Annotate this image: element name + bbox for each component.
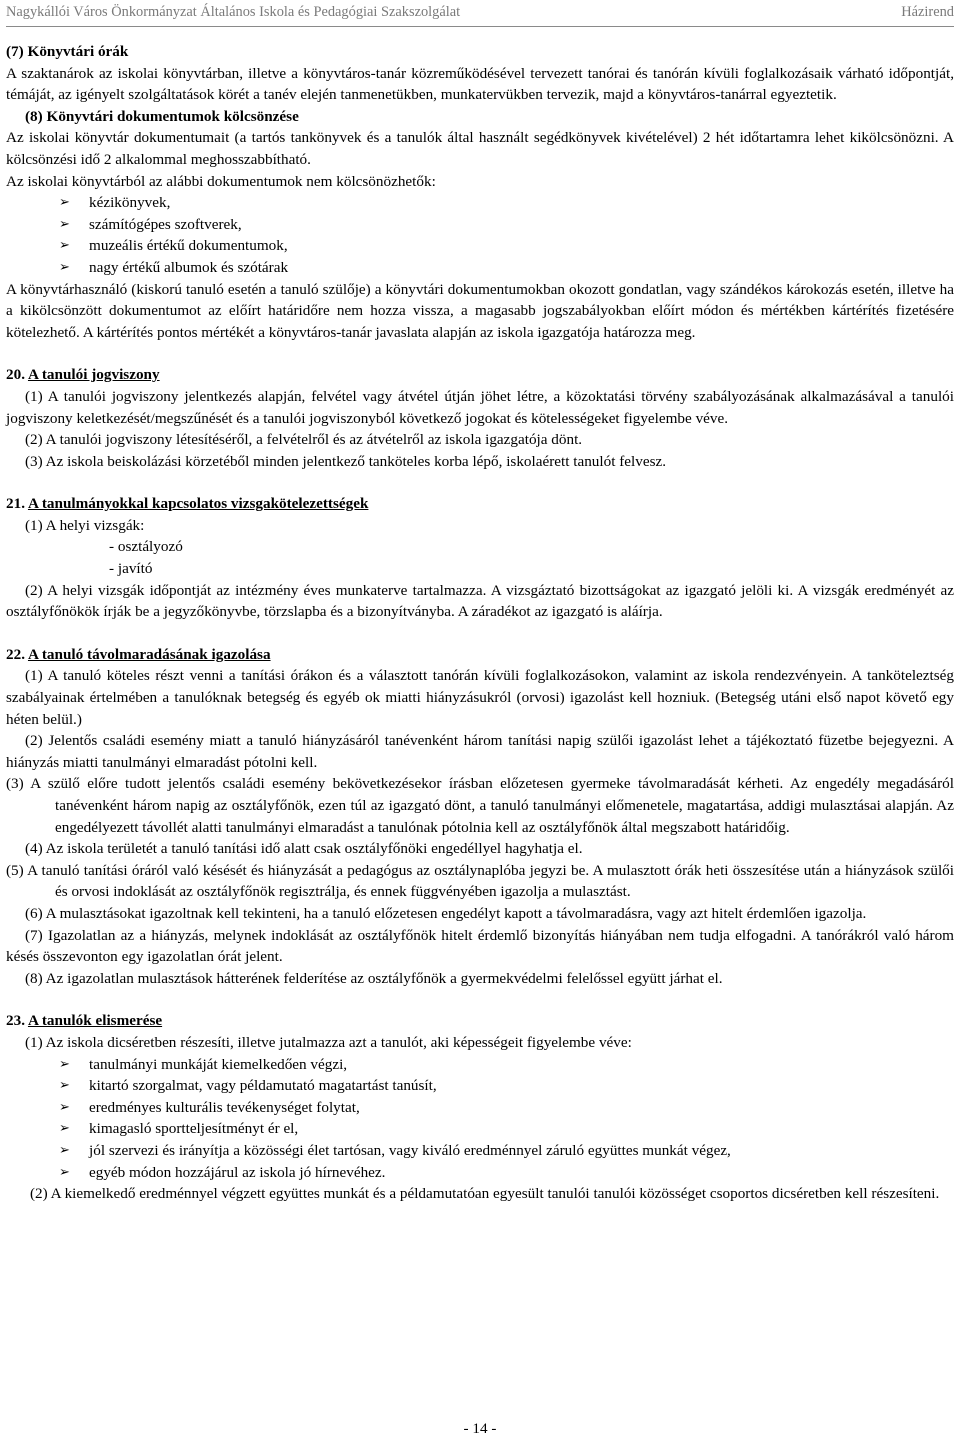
- section-8-title: (8) Könyvtári dokumentumok kölcsönzése: [25, 107, 299, 125]
- section-7-text: A szaktanárok az iskolai könyvtárban, illetve a könyvtáros-tanár közreműködésével tervezett tanórai és tanórán kívüli foglalkozásaik várható időpontját, témáját, az igényelt szolgáltatások körét a tanév elején tanmenetükben, munkatervükben tervezik, majd a könyvtáros-tanárral egyeztetik.: [6, 64, 954, 104]
- list-item: ➢ jól szervezi és irányítja a közösségi élet tartósan, vagy kiváló eredménnyel záruló együttes munkát végez,: [6, 1140, 954, 1162]
- section-8-list-intro: Az iskolai könyvtárból az alábbi dokumentumok nem kölcsönözhetők:: [6, 172, 436, 190]
- list-item: ➢ muzeális értékű dokumentumok,: [6, 235, 954, 257]
- exam-type-javito: - javító: [109, 560, 153, 578]
- section-22-p7: (7) Igazolatlan az a hiányzás, melynek indoklását az osztályfőnök hitelt érdemlő bizonyítás hiányában nem tudja elfogadni. A tanórákról való három késés összevonton egy igazolatlan órát jelent.: [6, 926, 954, 966]
- section-8-list: [6, 192, 954, 278]
- section-number: 20.: [6, 366, 25, 384]
- section-22-p2: (2) Jelentős családi esemény miatt a tanuló hiányzásáról tanévenként három tanítási napig szülői igazolást lehet a tájékoztató füzetbe bejegyezni. A hiányzás miatti tanulmányi elmaradást pótolni kell.: [6, 732, 954, 771]
- section-title: A tanuló távolmaradásának igazolása: [27, 645, 271, 663]
- section-23-p1: (1) Az iskola dicséretben részesíti, illetve jutalmazza azt a tanulót, aki képességeit figyelembe véve:: [25, 1033, 632, 1051]
- list-item: ➢ eredményes kulturális tevékenységet folytat,: [6, 1097, 954, 1119]
- section-23-heading: [6, 1010, 954, 1032]
- section-22-p6: (6) A mulasztásokat igazoltnak kell tekinteni, ha a tanuló előzetesen engedélyt kapott a távolmaradásra, vagy azt hitelt érdemlően igazolja.: [25, 904, 867, 922]
- section-22-p4: (4) Az iskola területét a tanuló tanítási idő alatt csak osztályfőnöki engedéllyel hagyhatja el.: [25, 840, 583, 858]
- document-body: [6, 41, 954, 1205]
- header-institution: Nagykállói Város Önkormányzat Általános Iskola és Pedagógiai Szakszolgálat: [6, 4, 461, 21]
- list-item: ➢ kézikönyvek,: [6, 192, 954, 214]
- section-22-p8: (8) Az igazolatlan mulasztások hátterének felderítése az osztályfőnök a gyermekvédelmi felelőssel együtt járhat el.: [25, 969, 723, 987]
- section-number: 21.: [6, 495, 25, 513]
- page-number: - 14 -: [463, 1420, 497, 1437]
- page-header: [6, 0, 954, 27]
- list-item: ➢ egyéb módon hozzájárul az iskola jó hírnevéhez.: [6, 1162, 954, 1184]
- exam-type-osztalyozo: - osztályozó: [109, 538, 183, 556]
- list-item: ➢ nagy értékű albumok és szótárak: [6, 257, 954, 279]
- section-21-p2: (2) A helyi vizsgák időpontját az intézmény éves munkaterve tartalmazza. A vizsgáztató bizottságokat az igazgató jelöli ki. A vizsgák eredményét az osztályfőnökök írják be a jegyzőkönyvbe, törzslapba és a bizonyítványba. A záradékot az igazgató is aláírja.: [6, 581, 954, 621]
- section-20-heading: [6, 364, 954, 386]
- section-21-p1: (1) A helyi vizsgák:: [25, 516, 145, 534]
- section-title: A tanulók elismerése: [27, 1012, 163, 1030]
- section-number: 23.: [6, 1012, 25, 1030]
- section-20-p2: (2) A tanulói jogviszony létesítéséről, a felvételről és az átvételről az iskola igazgatója dönt.: [25, 431, 583, 449]
- header-document-title: Házirend: [901, 4, 954, 21]
- section-8-text: Az iskolai könyvtár dokumentumait (a tartós tankönyvek és a tanulók által használt segédkönyvek kivételével) 2 hét időtartamra lehet kikölcsönözni. A kölcsönzési idő 2 alkalommal meghosszabbítható.: [6, 129, 954, 168]
- section-22-heading: [6, 644, 954, 666]
- list-item: ➢ kitartó szorgalmat, vagy példamutató magatartást tanúsít,: [6, 1075, 954, 1097]
- section-title: A tanulmányokkal kapcsolatos vizsgakötelezettségek: [27, 495, 369, 513]
- section-20-p1: (1) A tanulói jogviszony jelentkezés alapján, felvétel vagy átvétel útján jöhet létre, a közoktatási törvény szabályozásának alkalmazásával a tanulói jogviszony keletkezését/megszűnését és a tanulói jogviszonyból következő jogokat és kötelességeket figyelembe véve.: [6, 387, 954, 427]
- section-7-title: (7) Könyvtári órák: [6, 43, 129, 60]
- section-22-p5: (5) A tanuló tanítási óráról való késését és hiányzását a pedagógus az osztálynaplóba jegyzi be. A mulasztott órák heti összesítése után a hiányzások szülői és orvosi indoklását az osztályfőnök regisztrálja, és ennek függvényében igazolja a mulasztást.: [6, 861, 954, 901]
- list-item: ➢ számítógépes szoftverek,: [6, 214, 954, 236]
- section-22-p1: (1) A tanuló köteles részt venni a tanítási órákon és a választott tanórán kívüli foglalkozásokon, valamint az iskola rendezvényein. A tanköteleztség szabályainak értelmében a tanulóknak betegség és egyéb ok miatti hiányzásukról (orvosi) igazolást kell hozniuk. (Betegség utáni első napot követő egy héten belül.): [6, 667, 954, 728]
- section-23-list: [6, 1054, 954, 1184]
- section-22-p3: (3) A szülő előre tudott jelentős családi esemény bekövetkezésekor írásban előzetesen gyermeke távolmaradását kérheti. Az engedély megadásáról tanévenként három napig az osztályfőnök, ezen túl az igazgató dönt, a tanuló tanulmányi előmenetele, magatartása, addigi mulasztásai alapján. Az engedélyezett távollét alatti tanulmányi elmaradást a tanulónak pótolnia kell az osztályfőnök által megszabott határidőig.: [6, 775, 954, 836]
- list-item: ➢ kimagasló sportteljesítményt ér el,: [6, 1118, 954, 1140]
- section-number: 22.: [6, 645, 25, 663]
- section-21-heading: [6, 493, 954, 515]
- section-title: A tanulói jogviszony: [27, 366, 160, 384]
- section-20-p3: (3) Az iskola beiskolázási körzetéből minden jelentkező tanköteles korba lépő, iskolaérett tanulót felvesz.: [25, 452, 667, 470]
- list-item: ➢ tanulmányi munkáját kiemelkedően végzi,: [6, 1054, 954, 1076]
- section-8-damage-text: A könyvtárhasználó (kiskorú tanuló esetén a tanuló szülője) a könyvtári dokumentumokban okozott gondatlan, vagy szándékos károkozás esetén, illetve ha a kikölcsönzött dokumentumot az előírt határidőre nem hozza vissza, a magasabb jogszabályokban előírt módon és mértékben kártérítés fizetésére kötelezhető. A kártérítés pontos mértékét a könyvtáros-tanár javaslata alapján az iskola igazgatója határozza meg.: [6, 280, 954, 341]
- section-23-p2: (2) A kiemelkedő eredménnyel végzett együttes munkát és a példamutatóan egyesült tanulói tanulói közösséget csoportos dicséretben kell részesíteni.: [30, 1185, 940, 1203]
